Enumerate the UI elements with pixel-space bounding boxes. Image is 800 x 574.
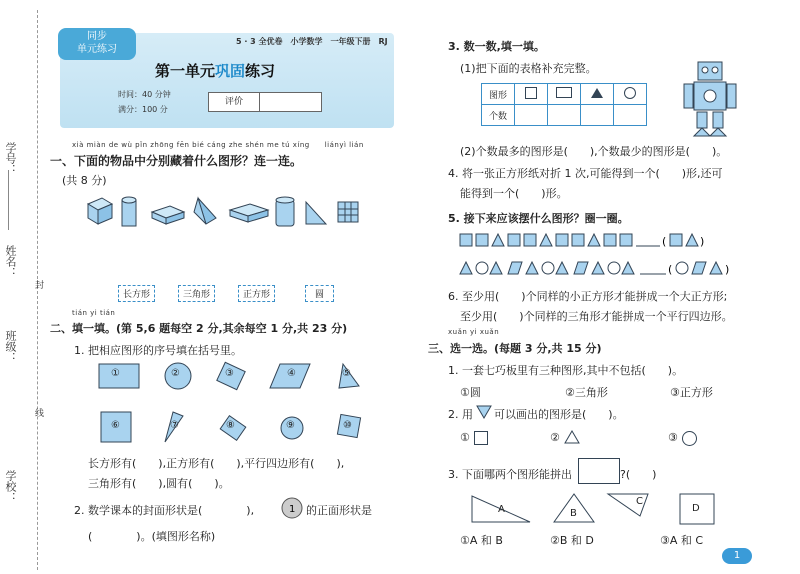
shape-num-4: ④ — [287, 368, 296, 379]
section1-points: (共 8 分) — [62, 174, 107, 187]
s2-q2-line2: ( )。(填图形名称) — [88, 530, 216, 543]
time-info: 时间：40 分钟 — [118, 90, 171, 99]
c1-option-1[interactable]: ①圆 — [460, 386, 481, 399]
shape-num-7: ⑦ — [170, 420, 179, 431]
s2-q1: 1. 把相应图形的序号填在括号里。 — [74, 344, 242, 357]
count-cell[interactable] — [515, 105, 548, 126]
triangle-icon — [564, 430, 580, 444]
circle-icon — [682, 431, 697, 446]
c1-option-2[interactable]: ②三角形 — [565, 386, 608, 399]
s2-q2-line1: 2. 数学课本的封面形状是( ), — [74, 504, 255, 517]
label-circle[interactable]: 圆 — [305, 285, 334, 302]
pattern-row-2 — [458, 260, 748, 276]
section2-title: 二、填一填。(第 5,6 题每空 2 分,其余每空 1 分,共 23 分) — [50, 322, 348, 335]
c2-question-a: 2. 用 — [448, 408, 473, 421]
c3-option-1[interactable]: ①A 和 B — [460, 534, 503, 547]
section3-title: 三、选一选。(每题 3 分,共 15 分) — [428, 342, 602, 355]
shape-num-3: ③ — [225, 368, 234, 379]
s2-q1-answer-line2: 三角形有( ),圆有( )。 — [88, 477, 230, 490]
student-number-line — [8, 170, 9, 230]
section1-pinyin: xià miàn de wù pǐn zhōng fēn bié cáng zhe shén me tú xíng liányì lián — [72, 141, 364, 149]
cylinder-icon — [122, 197, 136, 226]
q3-title: 3. 数一数,填一填。 — [448, 40, 545, 53]
c3-question-b: ?( ) — [620, 468, 657, 481]
c2-question-b: 可以画出的图形是( )。 — [494, 408, 624, 421]
q6-line1: 6. 至少用( )个同样的小正方形才能拼成一个大正方形; — [448, 290, 728, 303]
svg-text:): ) — [700, 235, 705, 248]
pattern-row-1 — [458, 232, 708, 248]
svg-text:(: ( — [668, 263, 673, 276]
cube-icon — [88, 198, 112, 224]
page-number: 1 — [722, 548, 752, 564]
shape-label-a: A — [498, 504, 505, 515]
objects-row — [80, 192, 370, 232]
svg-text:): ) — [725, 263, 730, 276]
c1-option-3[interactable]: ③正方形 — [670, 386, 713, 399]
circle-icon — [624, 87, 636, 99]
rectangle-icon — [556, 87, 572, 98]
robot-figure — [680, 60, 740, 140]
section2-pinyin: tián yi tián — [72, 309, 116, 317]
s2-q2-line1b: 的正面形状是 — [306, 504, 372, 517]
c2-option-2[interactable]: ② — [550, 431, 560, 444]
shape-num-10: ⑩ — [343, 420, 352, 431]
c2-option-1[interactable]: ① — [460, 431, 470, 444]
label-square[interactable]: 正方形 — [238, 285, 275, 302]
s2-q1-answer-line1: 长方形有( ),正方形有( ),平行四边形有( ), — [88, 457, 345, 470]
set-square-icon — [306, 202, 326, 224]
binding-line — [37, 10, 38, 570]
page-title: 第一单元巩固练习 — [155, 62, 276, 80]
seal-mark: 封 — [33, 280, 43, 289]
shape-label-d: D — [692, 503, 700, 514]
q4-line2: 能得到一个( )形。 — [460, 187, 568, 200]
q3-part2: (2)个数最多的图形是( ),个数最少的图形是( )。 — [460, 145, 728, 158]
count-table — [481, 83, 647, 126]
shape-num-5: ⑤ — [342, 368, 351, 379]
coin-icon — [280, 496, 304, 520]
label-triangle[interactable]: 三角形 — [178, 285, 215, 302]
shape-num-2: ② — [171, 368, 180, 379]
table-header-count: 个数 — [482, 105, 515, 126]
student-number-label: 学号： — [4, 142, 17, 175]
section3-pinyin: xuǎn yi xuǎn — [448, 328, 500, 336]
svg-text:1: 1 — [289, 504, 296, 515]
full-score-info: 满分：100 分 — [118, 105, 168, 114]
line-mark: 线 — [33, 408, 43, 417]
count-cell[interactable] — [581, 105, 614, 126]
c3-option-3[interactable]: ③A 和 C — [660, 534, 704, 547]
c2-option-3[interactable]: ③ — [668, 431, 678, 444]
c3-option-2[interactable]: ②B 和 D — [550, 534, 594, 547]
square-icon — [474, 431, 488, 445]
shape-label-b: B — [570, 508, 577, 519]
c3-question: 3. 下面哪两个图形能拼出 — [448, 468, 572, 481]
q6-line2: 至少用( )个同样的三角形才能拼成一个平行四边形。 — [460, 310, 733, 323]
shape-num-8: ⑧ — [226, 420, 235, 431]
pyramid-icon — [194, 198, 216, 224]
count-cell[interactable] — [548, 105, 581, 126]
triangular-prism-icon — [476, 405, 492, 419]
target-rectangle — [578, 458, 620, 484]
table-header-shape: 图形 — [482, 84, 515, 105]
series-info: 5 · 3 全优卷 小学数学 一年级下册 RJ — [236, 37, 388, 46]
q4-line1: 4. 将一张正方形纸对折 1 次,可能得到一个( )形,还可 — [448, 167, 723, 180]
shape-label-c: C — [636, 496, 643, 507]
tissue-box-icon — [152, 206, 184, 224]
svg-text:(: ( — [662, 235, 667, 248]
shape-num-6: ⑥ — [111, 420, 120, 431]
shape-num-1: ① — [111, 368, 120, 379]
tea-can-icon — [276, 197, 294, 226]
class-label: 班级： — [4, 330, 17, 363]
label-rectangle[interactable]: 长方形 — [118, 285, 155, 302]
shape-num-9: ⑨ — [286, 420, 295, 431]
q5-title: 5. 接下来应该摆什么图形？圈一圈。 — [448, 212, 629, 225]
unit-badge: 同步 单元练习 — [58, 28, 136, 60]
c1-question: 1. 一套七巧板里有三种图形,其中不包括( )。 — [448, 364, 684, 377]
score-box: 评价 — [208, 92, 322, 112]
triangle-icon — [591, 88, 603, 98]
name-label: 姓名： — [4, 245, 17, 278]
rubiks-cube-icon — [338, 202, 358, 222]
q3-part1: (1)把下面的表格补充完整。 — [460, 62, 597, 75]
school-label: 学校： — [4, 470, 17, 503]
pencil-box-icon — [230, 204, 268, 222]
count-cell[interactable] — [614, 105, 647, 126]
section1-title: 一、下面的物品中分别藏着什么图形？连一连。 — [50, 154, 303, 168]
square-icon — [525, 87, 537, 99]
